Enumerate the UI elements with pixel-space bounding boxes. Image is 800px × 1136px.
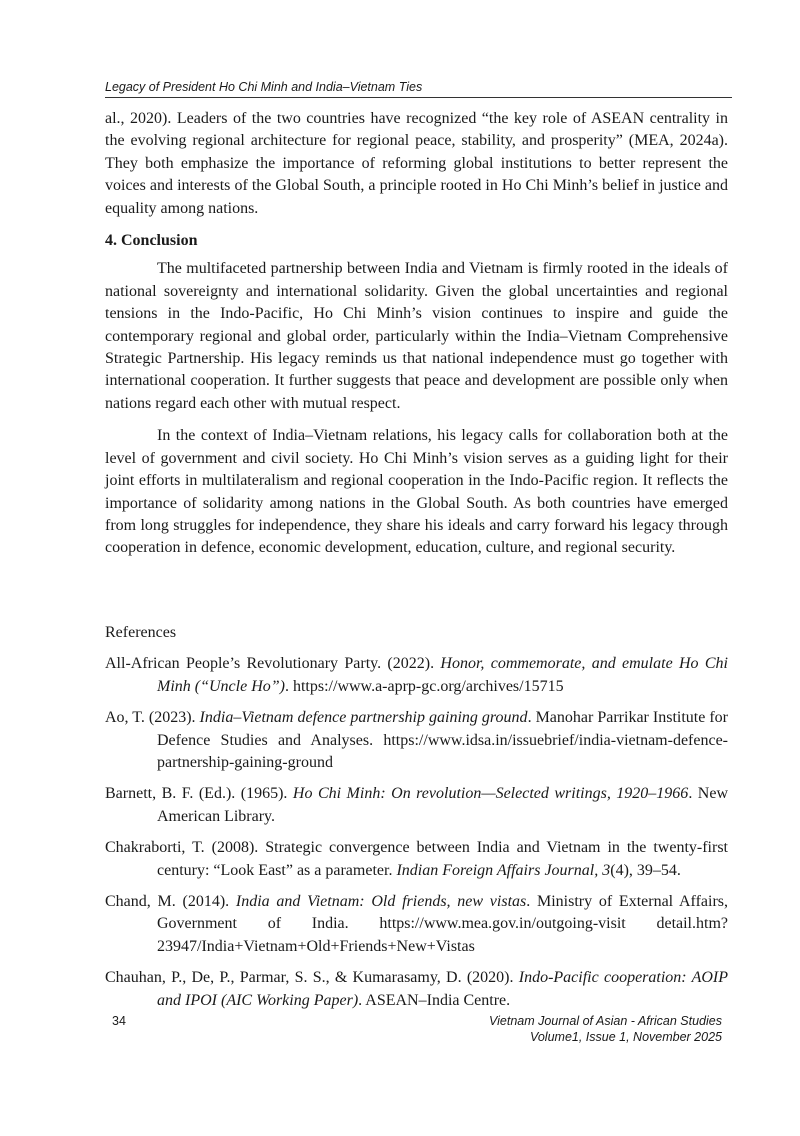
reference-title: India and Vietnam: Old friends, new vistas [235,893,527,911]
reference-text: All-African People’s Revolutionary Party. (2022). [105,655,441,673]
journal-name: Vietnam Journal of Asian - African Studies [489,1014,722,1028]
references-section [105,622,728,1021]
journal-info [489,1013,722,1045]
journal-issue: Volume1, Issue 1, November 2025 [529,1030,722,1044]
reference-text: . ASEAN–India Centre. [358,991,511,1009]
article-body [105,108,728,570]
reference-item [105,783,728,828]
reference-item [105,967,728,1012]
page-number: 34 [112,1014,126,1028]
reference-title: Ho Chi Minh: On revolution—Selected writings, 1920–1966 [292,785,689,803]
paragraph-continued: al., 2020). Leaders of the two countries have recognized “the key role of ASEAN centrality in the evolving regional architecture for regional peace, stability, and prosperity” (MEA, 2024a). They both emphasize the importance of reforming global institutions to better represent the voices and interests of the Global South, a principle rooted in Ho Chi Minh’s belief in justice and equality among nations. [105,110,728,217]
conclusion-paragraph-2: In the context of India–Vietnam relations, his legacy calls for collaboration both at the level of government and civil society. Ho Chi Minh’s vision serves as a guiding light for their joint efforts in multilateralism and regional cooperation in the Indo-Pacific region. It reflects the importance of solidarity among nations in the Global South. As both countries have emerged from long struggles for independence, they share his ideals and carry forward his legacy through cooperation in defence, economic development, education, culture, and regional security. [105,427,728,557]
reference-item [105,891,728,958]
reference-text: Chand, M. (2014). [105,893,236,911]
reference-title: Honor, commemorate, and emulate Ho Chi Minh (“Uncle Ho”) [157,655,728,695]
reference-text: . https://www.a-aprp-gc.org/archives/15715 [284,677,564,695]
reference-text: Chakraborti, T. (2008). Strategic convergence between India and Vietnam in the twenty-first century: “Look East” as a parameter. [105,839,728,879]
reference-text: Chauhan, P., De, P., Parmar, S. S., & Kumarasamy, D. (2020). [105,969,519,987]
reference-title: Indo-Pacific cooperation: AOIP and IPOI (AIC Working Paper) [157,969,728,1009]
reference-text: (4), 39–54. [610,861,681,879]
section-heading: 4. Conclusion [105,232,198,250]
reference-text: . Manohar Parrikar Institute for Defence Studies and Analyses. https://www.idsa.in/issuebrief/india-vietnam-defence-partnership-gaining-ground [157,709,728,772]
reference-text: Barnett, B. F. (Ed.). (1965). [105,785,293,803]
reference-title: India–Vietnam defence partnership gaining ground [199,709,528,727]
reference-item [105,707,728,774]
conclusion-paragraph-1: The multifaceted partnership between India and Vietnam is firmly rooted in the ideals of national sovereignty and international solidarity. Given the global uncertainties and regional tensions in the Indo-Pacific, Ho Chi Minh’s vision continues to inspire and guide the contemporary regional and global order, particularly within the India–Vietnam Comprehensive Strategic Partnership. His legacy reminds us that national independence must go together with international cooperation. It further suggests that peace and development are possible only when nations regard each other with mutual respect. [105,260,728,412]
running-header: Legacy of President Ho Chi Minh and India–Vietnam Ties [105,80,732,98]
references-title: References [105,624,177,641]
reference-item [105,837,728,882]
reference-text: . Ministry of External Affairs, Government of India. https://www.mea.gov.in/outgoing-visit detail.htm?23947/India+Vietnam+Old+Friends+New+Vistas [157,893,729,955]
reference-text: . New American Library. [157,785,729,825]
reference-text: Ao, T. (2023). [105,709,200,727]
reference-item [105,653,728,698]
reference-title: Indian Foreign Affairs Journal, 3 [396,861,611,879]
